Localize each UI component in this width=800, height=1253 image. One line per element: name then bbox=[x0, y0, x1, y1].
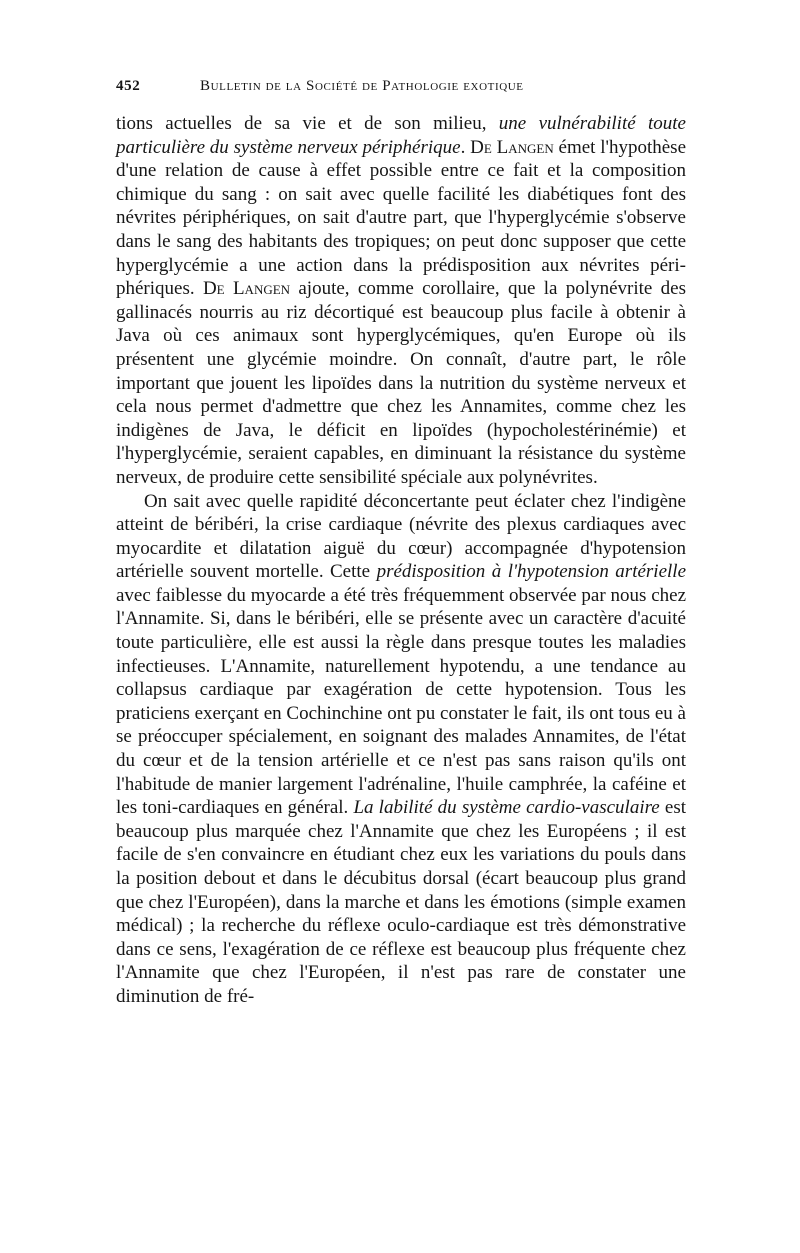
text-span: avec faiblesse du myocarde a été très fréquemment observée par nous chez l'Annamite. Si, dans le béribéri, elle se présente avec un caractère d'acuité toute particulière, elle est aussi la règle dans presque toutes les maladies infectieuses. L'Annamite, naturellement hypotendu, a une tendance au collapsus cardiaque par exagération de cette hypotension. Tous les praticiens exerçant en Cochinchine ont pu constater le fait, ils ont tous eu à se préoccuper spécialement, en soignant des malades Annamites, de l'état du cœur et de la tension artérielle et ce n'est pas sans raison qu'ils ont l'habitude de manier largement l'adrénaline, l'huile camphrée, la caféine et les toni-cardiaques en général. bbox=[116, 584, 686, 819]
paragraph-2 bbox=[116, 490, 686, 1009]
paragraph-1 bbox=[116, 112, 686, 490]
italic-emphasis: prédisposition à l'hypotension artérielle bbox=[376, 561, 687, 583]
text-span: est beaucoup plus marquée chez l'Annamite que chez les Européens ; il est facile de s'en convaincre en étudiant chez eux les variations du pouls dans la position debout et dans le décubitus dorsal (écart beaucoup plus grand que chez l'Européen), dans la marche et dans les émotions (simple examen médical) ; la recherche du réflexe oculo-cardiaque est très démonstrative dans ce sens, l'exagération de ce réflexe est beaucoup plus fréquente chez l'Annamite que chez l'Européen, il n'est pas rare de constater une diminution de fré- bbox=[116, 797, 687, 1007]
journal-title: Bulletin de la Société de Pathologie exotique bbox=[200, 78, 524, 94]
page-number: 452 bbox=[116, 78, 141, 94]
text-span: émet l'hypothèse d'une relation de cause à effet possible entre ce fait et la composition chimique du sang : on sait avec quelle facilité les diabétiques font des névrites périphériques, on sait d'autre part, que l'hyperglycémie s'observe dans le sang des habitants des tropiques; on peut donc supposer que cette hyperglycémie a une action dans la prédisposition aux névrites périphériques. bbox=[116, 136, 687, 300]
author-name: De Langen bbox=[470, 136, 554, 158]
italic-emphasis: une vulnérabilité toute particulière du système nerveux périphérique bbox=[116, 113, 686, 158]
text-span: tions actuelles de sa vie et de son milieu, bbox=[116, 113, 499, 134]
article-body bbox=[116, 112, 686, 1009]
author-name: De Langen bbox=[202, 278, 291, 300]
text-span: ajoute, comme corollaire, que la polynévrite des gallinacés nourris au riz décortiqué est beaucoup plus facile à obtenir à Java où ces animaux sont hyperglycémiques, qu'en Europe où ils présentent une glycémie moindre. On connaît, d'autre part, le rôle important que jouent les lipoïdes dans la nutrition du système nerveux et cela nous permet d'admettre que chez les Annamites, comme chez les indigènes de Java, le déficit en lipoïdes (hypocholestérinémie) et l'hyperglycémie, seraient capables, en diminuant la résistance du système nerveux, de produire cette sensibilité spéciale aux polynévrites. bbox=[116, 278, 686, 488]
text-span: On sait avec quelle rapidité déconcertante peut éclater chez l'indigène atteint de béribéri, la crise cardiaque (névrite des plexus cardiaques avec myocardite et dilatation aiguë du cœur) accompagnée d'hypotension artérielle souvent mortelle. Cette bbox=[116, 490, 686, 583]
page bbox=[116, 78, 686, 1009]
italic-emphasis: La labilité du système cardio-vasculaire bbox=[353, 797, 660, 819]
text-span: . bbox=[460, 136, 471, 158]
running-head bbox=[116, 78, 686, 112]
